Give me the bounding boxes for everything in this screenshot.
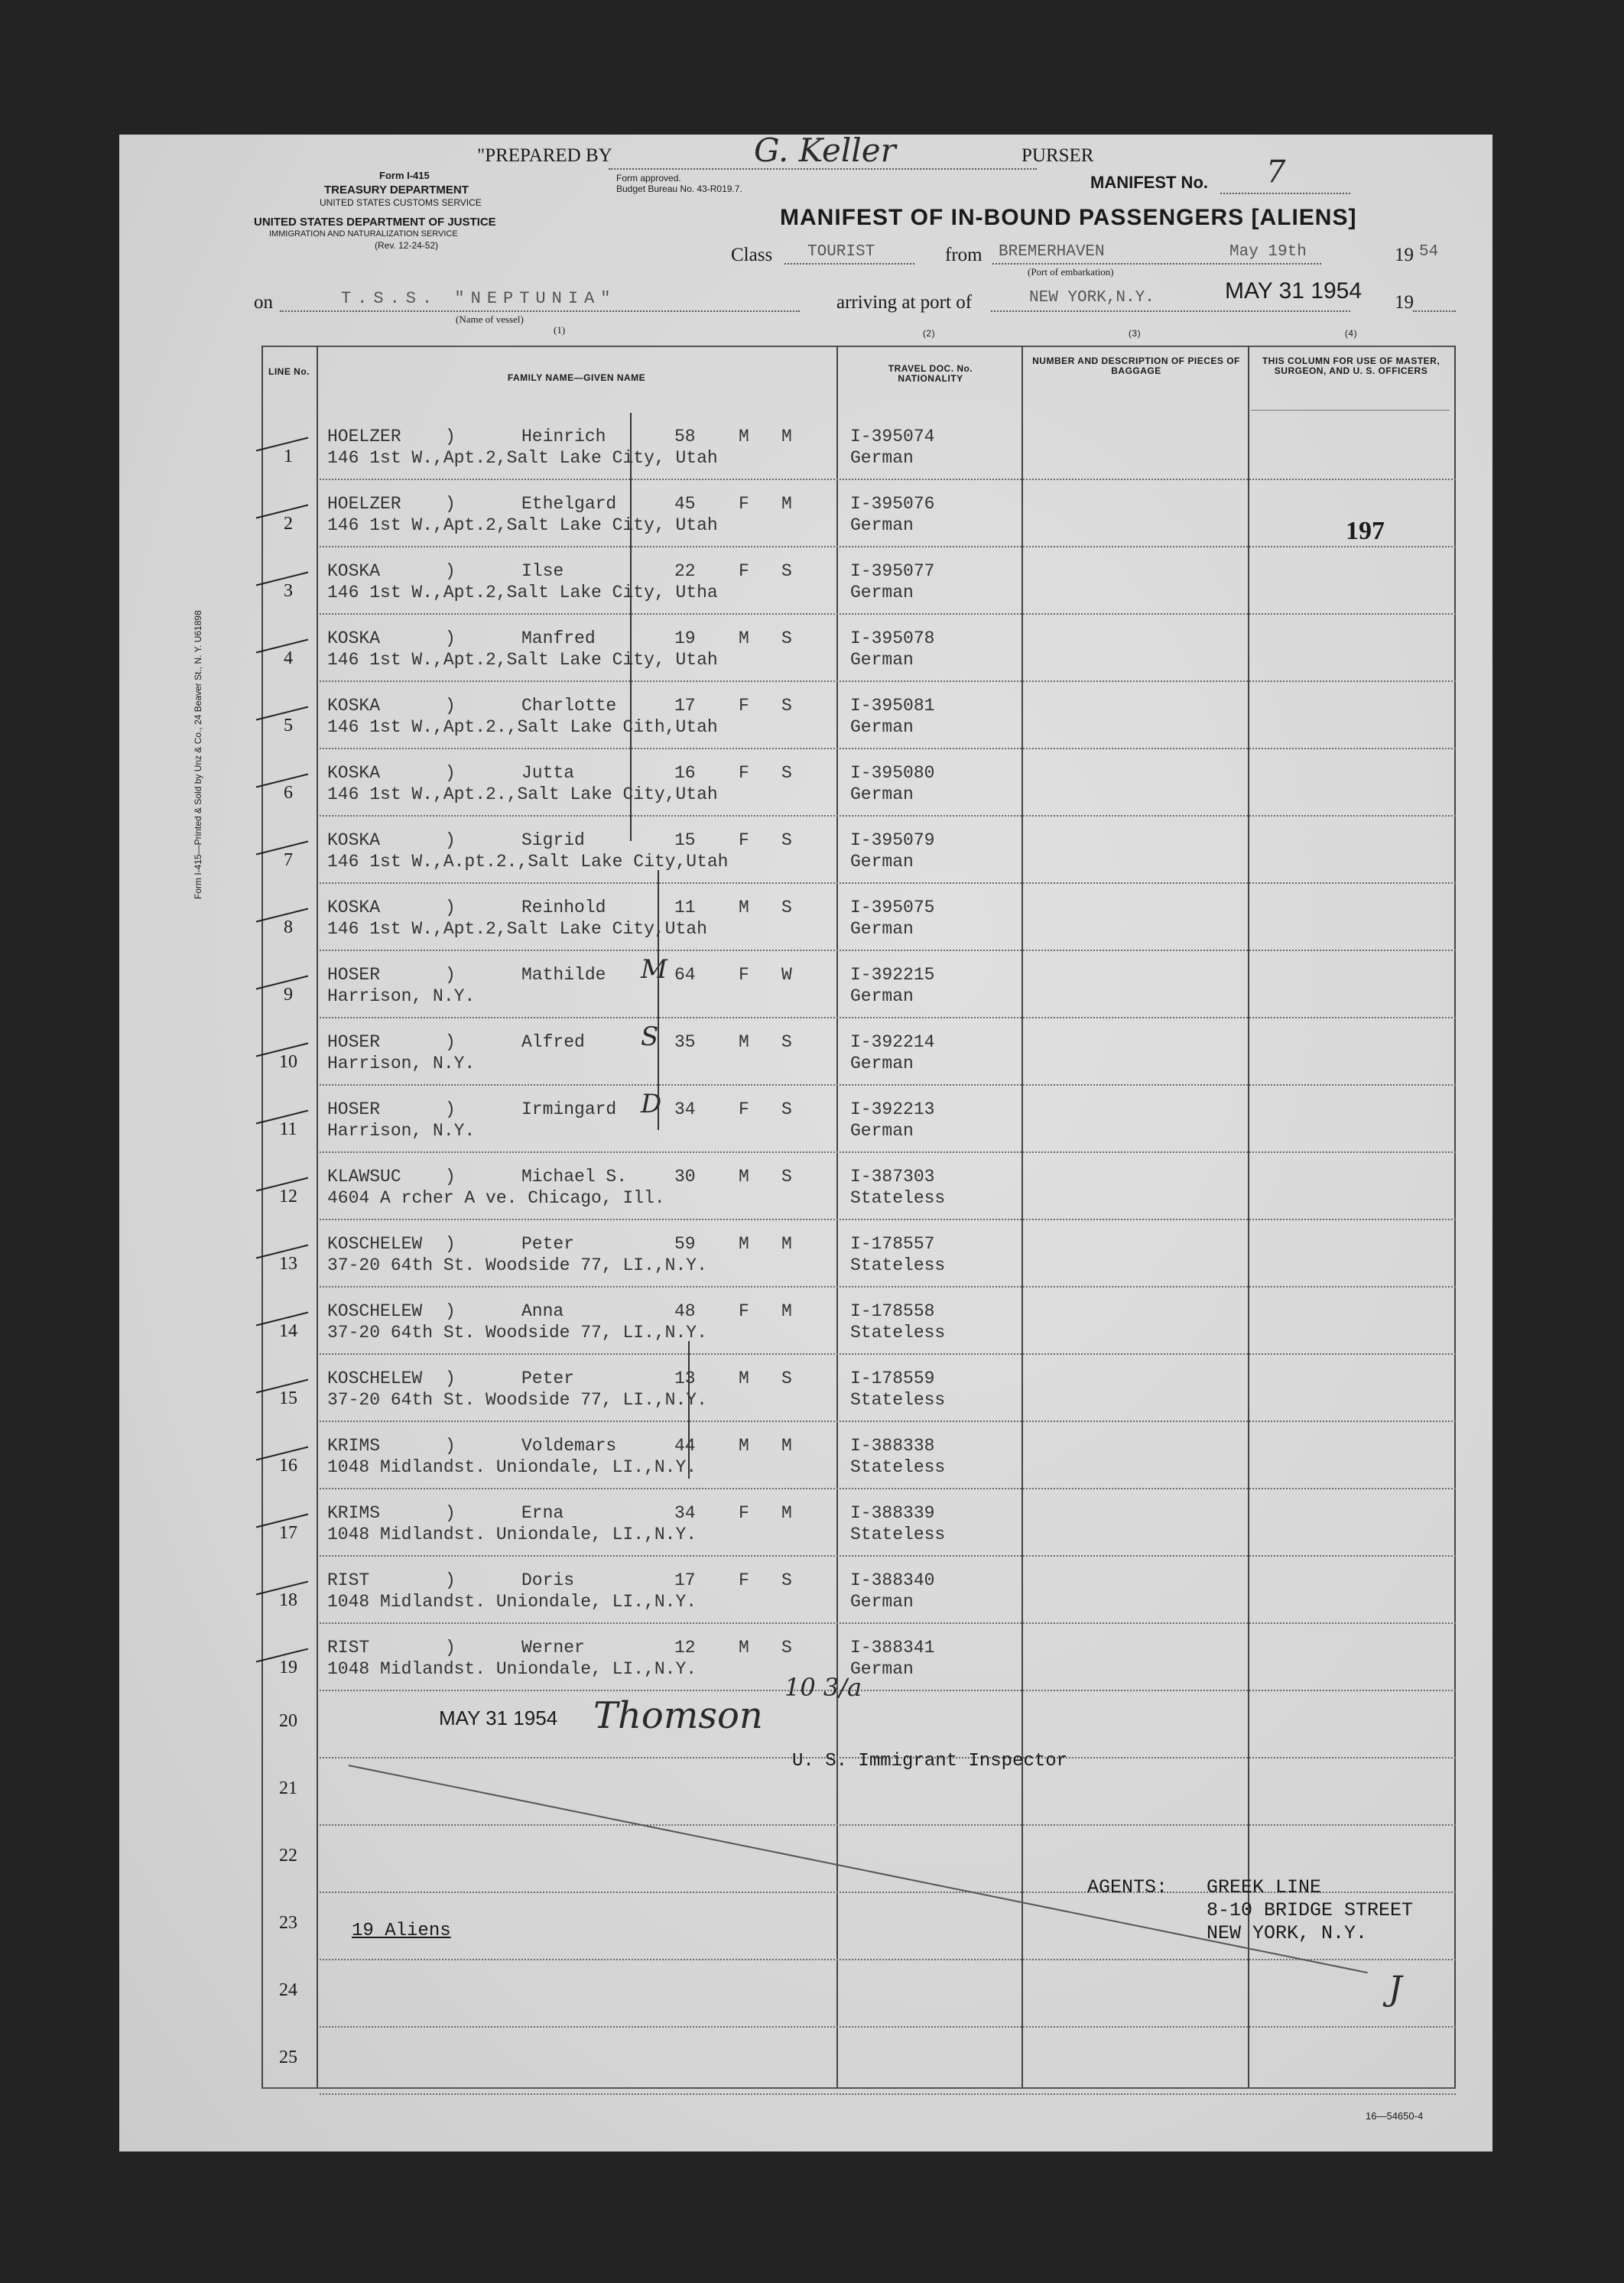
prepared-by-label: "PREPARED BY [477, 145, 612, 166]
sex: F [739, 763, 749, 783]
travel-doc-no: I-395075 [850, 898, 935, 917]
line-number: 22 [279, 1846, 297, 1866]
class-line [784, 263, 914, 265]
travel-doc-no: I-178559 [850, 1369, 935, 1388]
from-line [992, 263, 1321, 265]
nationality: German [850, 717, 914, 737]
year-label-2: 19 [1395, 292, 1414, 313]
table-row [261, 615, 1456, 682]
sex: F [739, 1099, 749, 1119]
age: 11 [674, 898, 696, 917]
bracket-paren: ) [445, 1369, 456, 1388]
line-number: 8 [284, 917, 293, 937]
column-3-number: (3) [1128, 328, 1142, 339]
travel-doc-no: I-395076 [850, 494, 935, 514]
family-name: HOSER [327, 1032, 381, 1052]
marital-status: W [781, 965, 792, 985]
family-name: KOSKA [327, 561, 381, 581]
travel-doc-no: I-388338 [850, 1436, 935, 1456]
given-name: Werner [521, 1638, 585, 1658]
marital-status: M [781, 1234, 792, 1254]
marital-status: S [781, 1167, 792, 1187]
revision: (Rev. 12-24-52) [375, 240, 439, 251]
line-number: 1 [284, 447, 293, 466]
travel-doc-no: I-392214 [850, 1032, 935, 1052]
line-number: 17 [279, 1523, 297, 1543]
nationality: German [850, 852, 914, 872]
marital-status: S [781, 561, 792, 581]
arriving-label: arriving at port of [836, 292, 973, 313]
age: 16 [674, 763, 696, 783]
sex: F [739, 830, 749, 850]
nationality: Stateless [850, 1323, 946, 1343]
prepared-by-line [609, 168, 1037, 170]
manifest-no-label: MANIFEST No. [1090, 173, 1208, 192]
travel-doc-no: I-395081 [850, 696, 935, 716]
given-name: Peter [521, 1234, 575, 1254]
line-number: 12 [279, 1187, 297, 1206]
travel-doc-no: I-395074 [850, 427, 935, 447]
travel-doc-no: I-395078 [850, 628, 935, 648]
footer-code: 16—54650-4 [1366, 2110, 1424, 2122]
nationality: Stateless [850, 1525, 946, 1544]
line-number: 18 [279, 1590, 297, 1610]
age: 58 [674, 427, 696, 447]
line-number: 11 [279, 1119, 297, 1139]
marital-status: M [781, 1503, 792, 1523]
marital-status: S [781, 1032, 792, 1052]
table-row [261, 480, 1456, 547]
bracket-paren: ) [445, 965, 456, 985]
nationality: German [850, 784, 914, 804]
line-number: 4 [284, 648, 293, 668]
family-name: HOSER [327, 965, 381, 985]
bracket-paren: ) [445, 1032, 456, 1052]
given-name: Manfred [521, 628, 596, 648]
bracket-paren: ) [445, 898, 456, 917]
nationality: German [850, 919, 914, 939]
bracket-mark [658, 870, 659, 1130]
family-name: KLAWSUC [327, 1167, 401, 1187]
given-name: Mathilde [521, 965, 606, 985]
family-name: HOELZER [327, 494, 401, 514]
bracket-paren: ) [445, 830, 456, 850]
bracket-mark [630, 413, 632, 618]
family-name: KOSKA [327, 898, 381, 917]
age: 22 [674, 561, 696, 581]
from-value: BREMERHAVEN [999, 243, 1105, 261]
bracket-paren: ) [445, 1570, 456, 1590]
family-name: KOSKA [327, 830, 381, 850]
marital-status: S [781, 696, 792, 716]
arriving-line [991, 310, 1350, 312]
year-label: 19 [1395, 245, 1414, 265]
line-number: 15 [279, 1388, 297, 1408]
family-name: KOSKA [327, 763, 381, 783]
inspector-note: 10 3/a [784, 1673, 862, 1702]
age: 64 [674, 965, 696, 985]
given-name: Michael S. [521, 1167, 628, 1187]
sex: M [739, 1638, 749, 1658]
bracket-paren: ) [445, 628, 456, 648]
treasury-dept: TREASURY DEPARTMENT [324, 183, 469, 196]
age: 13 [674, 1369, 696, 1388]
marital-status: S [781, 628, 792, 648]
marital-status: M [781, 494, 792, 514]
bracket-paren: ) [445, 1301, 456, 1321]
inspector-signature: Thomson [593, 1694, 763, 1737]
manifest-no-line [1220, 193, 1350, 194]
sex: F [739, 1503, 749, 1523]
family-name: KOSCHELEW [327, 1301, 423, 1321]
on-label: on [254, 292, 273, 313]
header-travel-doc: TRAVEL DOC. No. NATIONALITY [888, 363, 973, 384]
manifest-no-value: 7 [1266, 154, 1286, 190]
given-name: Sigrid [521, 830, 585, 850]
page-title: MANIFEST OF IN-BOUND PASSENGERS [ALIENS] [780, 205, 1357, 230]
age: 44 [674, 1436, 696, 1456]
sex: M [739, 628, 749, 648]
age: 15 [674, 830, 696, 850]
marital-status: S [781, 763, 792, 783]
bracket-paren: ) [445, 1436, 456, 1456]
sex: M [739, 1369, 749, 1388]
age: 17 [674, 1570, 696, 1590]
header-baggage: NUMBER AND DESCRIPTION OF PIECES OF BAGGAGE [1032, 356, 1240, 376]
table-row [261, 749, 1456, 817]
age: 30 [674, 1167, 696, 1187]
age: 19 [674, 628, 696, 648]
marital-status: M [781, 1301, 792, 1321]
address: 146 1st W.,Apt.2,Salt Lake City, Utah [327, 650, 718, 670]
column-2-number: (2) [922, 328, 936, 339]
relation-note: M [641, 954, 667, 985]
age: 45 [674, 494, 696, 514]
initial-mark: J [1389, 1970, 1402, 2009]
given-name: Anna [521, 1301, 564, 1321]
nationality: German [850, 1121, 914, 1141]
agents-line-2: 8-10 BRIDGE STREET [1207, 1899, 1414, 1921]
bracket-paren: ) [445, 1234, 456, 1254]
given-name: Erna [521, 1503, 564, 1523]
line-number: 19 [279, 1658, 297, 1677]
given-name: Ilse [521, 561, 564, 581]
officers-header-rule [1251, 410, 1450, 411]
line-number: 3 [284, 581, 293, 601]
departure-date: May 19th [1229, 243, 1307, 261]
side-print: Form I-415—Printed & Sold by Unz & Co., 24 Beaver St., N. Y. U61898 [193, 610, 203, 899]
sex: M [739, 427, 749, 447]
line-number: 25 [279, 2048, 297, 2067]
address: 37-20 64th St. Woodside 77, LI.,N.Y. [327, 1390, 707, 1410]
family-name: HOELZER [327, 427, 401, 447]
travel-doc-no: I-388340 [850, 1570, 935, 1590]
nationality: German [850, 1659, 914, 1679]
address: 4604 A rcher A ve. Chicago, Ill. [327, 1188, 665, 1208]
table-row [261, 682, 1456, 749]
justice-dept: UNITED STATES DEPARTMENT OF JUSTICE [254, 216, 496, 229]
agents-line-3: NEW YORK, N.Y. [1207, 1922, 1368, 1944]
address: 146 1st W.,Apt.2,Salt Lake City,Utah [327, 919, 707, 939]
age: 34 [674, 1099, 696, 1119]
table-row [261, 1355, 1456, 1422]
address: 146 1st W.,Apt.2,Salt Lake City, Utha [327, 583, 718, 602]
vessel-line [280, 310, 800, 312]
address: 146 1st W.,Apt.2.,Salt Lake City,Utah [327, 784, 718, 804]
given-name: Doris [521, 1570, 575, 1590]
nationality: German [850, 1054, 914, 1073]
given-name: Charlotte [521, 696, 617, 716]
nationality: German [850, 1592, 914, 1612]
given-name: Jutta [521, 763, 575, 783]
from-label: from [945, 245, 983, 265]
line-number: 7 [284, 850, 293, 870]
sex: F [739, 494, 749, 514]
table-row [261, 547, 1456, 615]
header-name: FAMILY NAME—GIVEN NAME [507, 372, 646, 383]
marital-status: M [781, 1436, 792, 1456]
bracket-paren: ) [445, 1638, 456, 1658]
nationality: Stateless [850, 1457, 946, 1477]
line-number: 2 [284, 514, 293, 534]
row-rule [320, 2093, 1456, 2095]
family-name: KOSCHELEW [327, 1369, 423, 1388]
relation-note: D [641, 1089, 662, 1119]
sex: F [739, 1570, 749, 1590]
bracket-paren: ) [445, 763, 456, 783]
travel-doc-no: I-392213 [850, 1099, 935, 1119]
family-name: HOSER [327, 1099, 381, 1119]
bracket-paren: ) [445, 1099, 456, 1119]
line-number: 6 [284, 783, 293, 803]
address: 146 1st W.,Apt.2,Salt Lake City, Utah [327, 448, 718, 468]
travel-doc-no: I-392215 [850, 965, 935, 985]
relation-note: S [641, 1021, 659, 1052]
sex: F [739, 965, 749, 985]
class-value: TOURIST [807, 243, 875, 261]
purser-label: PURSER [1021, 145, 1094, 166]
family-name: RIST [327, 1570, 370, 1590]
passenger-table [261, 328, 1456, 2089]
travel-doc-no: I-388339 [850, 1503, 935, 1523]
nationality: German [850, 650, 914, 670]
travel-doc-no: I-395079 [850, 830, 935, 850]
nationality: Stateless [850, 1390, 946, 1410]
family-name: KOSKA [327, 628, 381, 648]
manifest-page [119, 132, 1492, 2151]
address: 146 1st W.,A.pt.2.,Salt Lake City,Utah [327, 852, 729, 872]
line-number: 14 [279, 1321, 297, 1341]
purser-signature: G. Keller [754, 132, 896, 169]
vessel-caption: (Name of vessel) [456, 313, 524, 325]
vessel-name: T.S.S. "NEPTUNIA" [341, 289, 617, 308]
bracket-mark [630, 618, 632, 841]
travel-doc-no: I-387303 [850, 1167, 935, 1187]
given-name: Heinrich [521, 427, 606, 447]
nationality: German [850, 986, 914, 1006]
ins: IMMIGRATION AND NATURALIZATION SERVICE [269, 229, 458, 239]
sex: M [739, 898, 749, 917]
year-line [1413, 310, 1456, 312]
address: Harrison, N.Y. [327, 986, 476, 1006]
table-row [261, 1018, 1456, 1086]
inspector-title: U. S. Immigrant Inspector [792, 1751, 1068, 1772]
line-number: 24 [279, 1980, 297, 2000]
table-row [261, 1220, 1456, 1288]
aliens-count: 19 Aliens [352, 1921, 451, 1941]
address: 146 1st W.,Apt.2,Salt Lake City, Utah [327, 515, 718, 535]
sequence-number: 197 [1346, 517, 1385, 545]
nationality: Stateless [850, 1255, 946, 1275]
family-name: RIST [327, 1638, 370, 1658]
line-number: 21 [279, 1778, 297, 1798]
year-value: 54 [1419, 243, 1439, 261]
table-row [261, 2028, 1456, 2095]
given-name: Reinhold [521, 898, 606, 917]
table-row [261, 1960, 1456, 2028]
bracket-paren: ) [445, 1503, 456, 1523]
sex: M [739, 1167, 749, 1187]
family-name: KRIMS [327, 1503, 381, 1523]
sex: M [739, 1436, 749, 1456]
marital-status: S [781, 830, 792, 850]
line-number: 23 [279, 1913, 297, 1933]
family-name: KOSCHELEW [327, 1234, 423, 1254]
address: 1048 Midlandst. Uniondale, LI.,N.Y. [327, 1457, 697, 1477]
age: 12 [674, 1638, 696, 1658]
sex: F [739, 561, 749, 581]
table-row [261, 884, 1456, 951]
travel-doc-no: I-395080 [850, 763, 935, 783]
table-row [261, 1086, 1456, 1153]
marital-status: S [781, 1570, 792, 1590]
table-row [261, 1288, 1456, 1355]
family-name: KRIMS [327, 1436, 381, 1456]
nationality: Stateless [850, 1188, 946, 1208]
sex: M [739, 1234, 749, 1254]
arriving-port: NEW YORK,N.Y. [1029, 289, 1155, 307]
line-number: 10 [279, 1052, 297, 1072]
nationality: German [850, 515, 914, 535]
inspection-stamp-date: MAY 31 1954 [439, 1707, 558, 1729]
given-name: Alfred [521, 1032, 585, 1052]
given-name: Peter [521, 1369, 575, 1388]
table-row [261, 1489, 1456, 1557]
marital-status: S [781, 898, 792, 917]
table-row [261, 817, 1456, 884]
address: 1048 Midlandst. Uniondale, LI.,N.Y. [327, 1592, 697, 1612]
address: Harrison, N.Y. [327, 1121, 476, 1141]
table-row [261, 1153, 1456, 1220]
address: 37-20 64th St. Woodside 77, LI.,N.Y. [327, 1255, 707, 1275]
age: 59 [674, 1234, 696, 1254]
column-4-number: (4) [1344, 328, 1358, 339]
line-number: 20 [279, 1711, 297, 1731]
marital-status: M [781, 427, 792, 447]
given-name: Ethelgard [521, 494, 617, 514]
marital-status: S [781, 1099, 792, 1119]
form-approved: Form approved. [616, 173, 681, 183]
bracket-mark [688, 1341, 690, 1479]
given-name: Irmingard [521, 1099, 617, 1119]
bracket-paren: ) [445, 1167, 456, 1187]
travel-doc-no: I-388341 [850, 1638, 935, 1658]
sex: F [739, 1301, 749, 1321]
agents-label: AGENTS: [1087, 1876, 1168, 1898]
sex: F [739, 696, 749, 716]
travel-doc-no: I-178558 [850, 1301, 935, 1321]
table-row [261, 413, 1456, 480]
nationality: German [850, 583, 914, 602]
age: 48 [674, 1301, 696, 1321]
line-number: 5 [284, 716, 293, 736]
port-caption: (Port of embarkation) [1028, 266, 1114, 278]
travel-doc-no: I-178557 [850, 1234, 935, 1254]
column-1-number: (1) [554, 324, 566, 336]
address: Harrison, N.Y. [327, 1054, 476, 1073]
header-line-no: LINE No. [268, 366, 310, 377]
table-row [261, 951, 1456, 1018]
bracket-paren: ) [445, 427, 456, 447]
address: 37-20 64th St. Woodside 77, LI.,N.Y. [327, 1323, 707, 1343]
marital-status: S [781, 1369, 792, 1388]
given-name: Voldemars [521, 1436, 617, 1456]
budget-bureau: Budget Bureau No. 43-R019.7. [616, 183, 742, 194]
bracket-paren: ) [445, 494, 456, 514]
sex: M [739, 1032, 749, 1052]
bracket-paren: ) [445, 561, 456, 581]
customs-service: UNITED STATES CUSTOMS SERVICE [320, 197, 482, 208]
table-row [261, 1557, 1456, 1624]
marital-status: S [781, 1638, 792, 1658]
table-top-border [261, 346, 1456, 347]
form-number: Form I-415 [379, 170, 430, 181]
line-number: 16 [279, 1456, 297, 1476]
travel-doc-no: I-395077 [850, 561, 935, 581]
nationality: German [850, 448, 914, 468]
address: 1048 Midlandst. Uniondale, LI.,N.Y. [327, 1659, 697, 1679]
address: 146 1st W.,Apt.2.,Salt Lake Cith,Utah [327, 717, 718, 737]
address: 1048 Midlandst. Uniondale, LI.,N.Y. [327, 1525, 697, 1544]
line-number: 9 [284, 985, 293, 1005]
age: 34 [674, 1503, 696, 1523]
family-name: KOSKA [327, 696, 381, 716]
class-label: Class [731, 245, 773, 265]
age: 35 [674, 1032, 696, 1052]
age: 17 [674, 696, 696, 716]
agents-line-1: GREEK LINE [1207, 1876, 1322, 1898]
table-row [261, 1422, 1456, 1489]
arrival-stamp: MAY 31 1954 [1225, 278, 1363, 304]
bracket-paren: ) [445, 696, 456, 716]
line-number: 13 [279, 1254, 297, 1274]
header-officers: THIS COLUMN FOR USE OF MASTER, SURGEON, AND U. S. OFFICERS [1262, 356, 1440, 376]
